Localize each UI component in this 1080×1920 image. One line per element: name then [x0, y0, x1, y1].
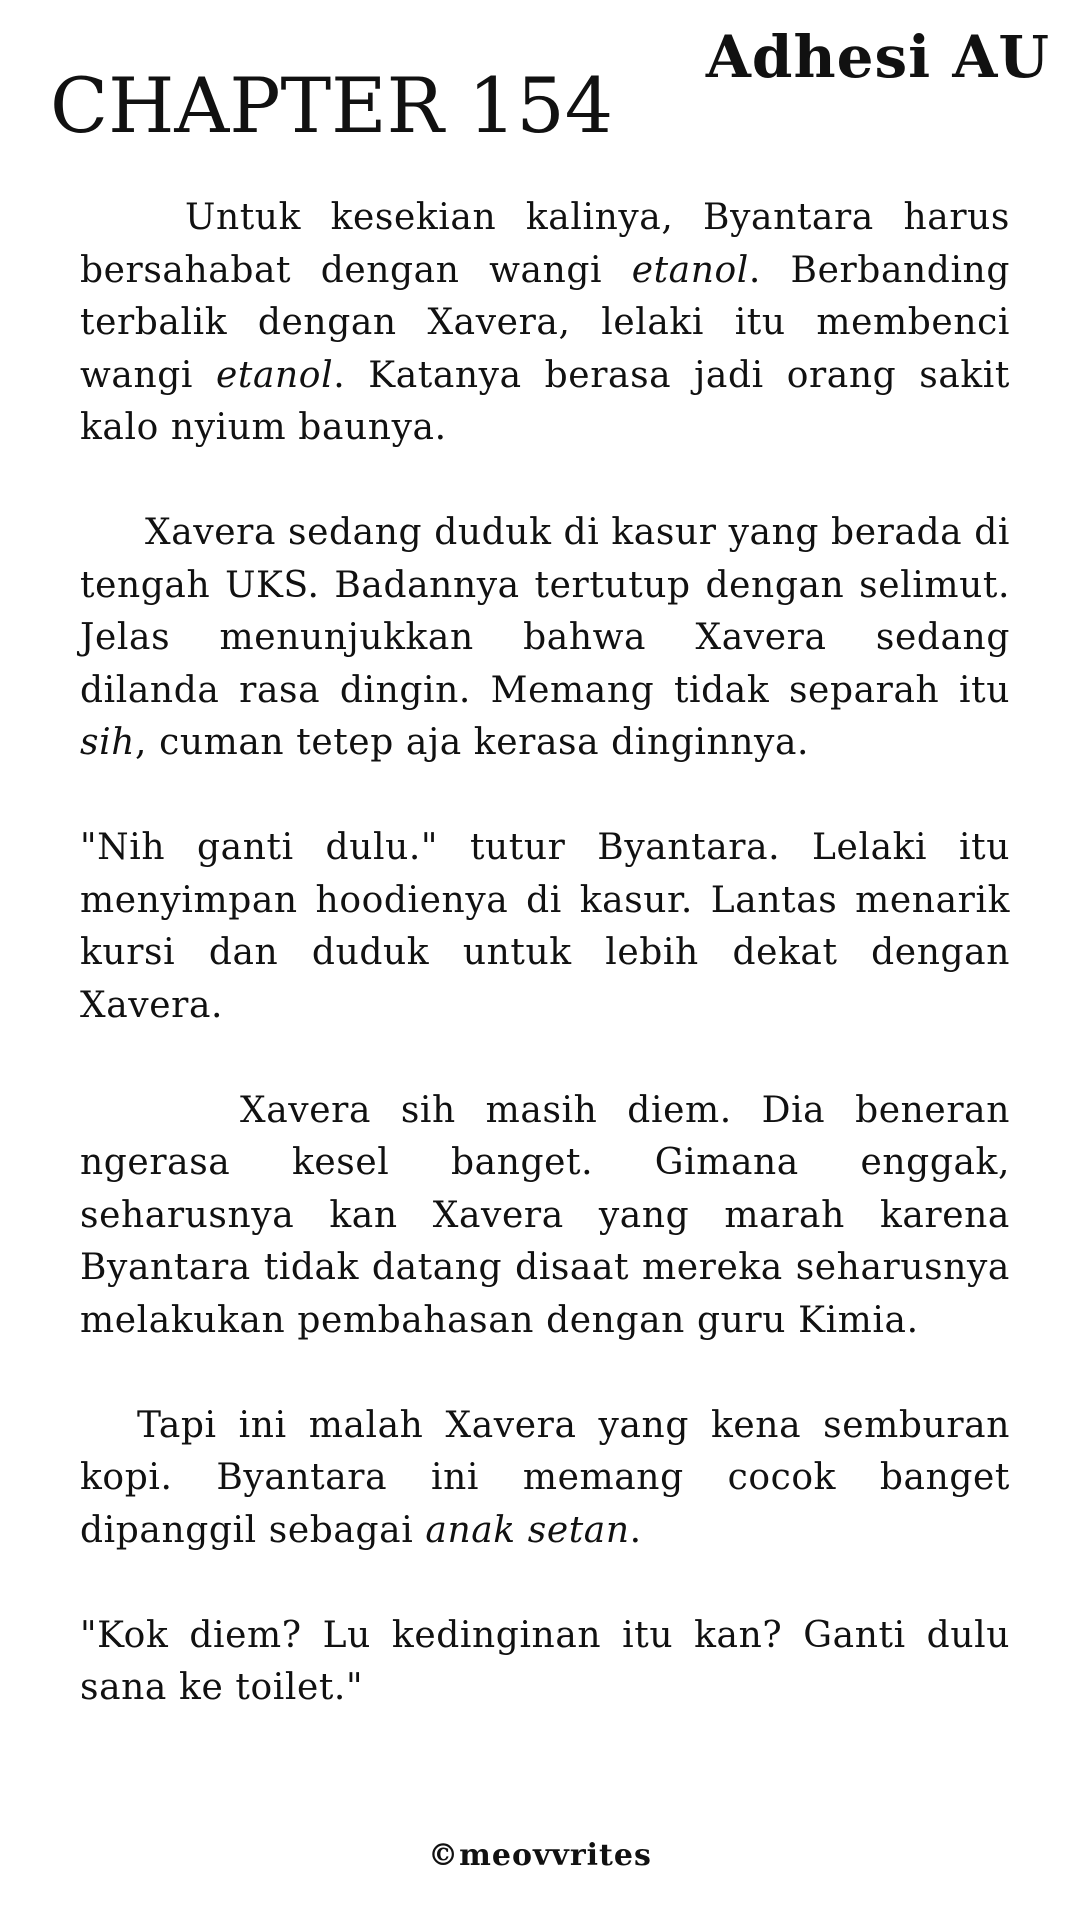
series-title: Adhesi AU [705, 23, 1050, 91]
paragraph-5-text-b: . [629, 1509, 642, 1551]
paragraph-6-text: "Kok diem? Lu kedinginan itu kan? Ganti dulu sana ke toilet." [80, 1614, 1010, 1708]
paragraph-2-text-b: , cuman tetep aja kerasa dinginnya. [134, 722, 810, 763]
paragraph-2 [80, 507, 1010, 770]
paragraph-3-text: "Nih ganti dulu." tutur Byantara. Lelaki itu menyimpan hoodienya di kasur. Lantas menarik kursi dan duduk untuk lebih dekat dengan Xavera. [80, 827, 1010, 1026]
paragraph-4 [80, 1085, 1010, 1348]
paragraph-1-italic-a: etanol [631, 249, 749, 291]
paragraph-4-text: Xavera sih masih diem. Dia beneran ngerasa kesel banget. Gimana enggak, seharusnya kan Xavera yang marah karena Byantara tidak datang disaat mereka seharusnya melakukan pembahasan dengan guru Kimia. [80, 1089, 1010, 1341]
paragraph-6 [80, 1610, 1010, 1715]
paragraph-5-text-a: Tapi ini malah Xavera yang kena semburan kopi. Byantara ini memang cocok banget dipanggil sebagai [80, 1404, 1010, 1551]
author-credit: ©meovvrites [428, 1838, 652, 1873]
paragraph-3 [80, 822, 1010, 1032]
paragraph-5-italic-a: anak setan [425, 1509, 630, 1551]
paragraph-2-italic-a: sih [80, 722, 135, 763]
chapter-title: CHAPTER 154 [50, 61, 614, 150]
paragraph-1-text-a: Untuk kesekian kalinya, Byantara harus bersahabat dengan wangi [80, 197, 1010, 291]
paragraph-5 [80, 1400, 1010, 1558]
story-body [80, 192, 1010, 1715]
paragraph-1-italic-b: etanol [215, 354, 334, 396]
paragraph-1-text-b: . Berbanding terbalik dengan Xavera, lelaki itu membenci wangi [80, 249, 1010, 396]
paragraph-1 [80, 192, 1010, 455]
paragraph-2-text-a: Xavera sedang duduk di kasur yang berada di tengah UKS. Badannya tertutup dengan selimut. Jelas menunjukkan bahwa Xavera sedang dilanda rasa dingin. Memang tidak separah itu [80, 512, 1010, 711]
paragraph-1-text-c: . Katanya berasa jadi orang sakit kalo nyium baunya. [80, 354, 1010, 448]
